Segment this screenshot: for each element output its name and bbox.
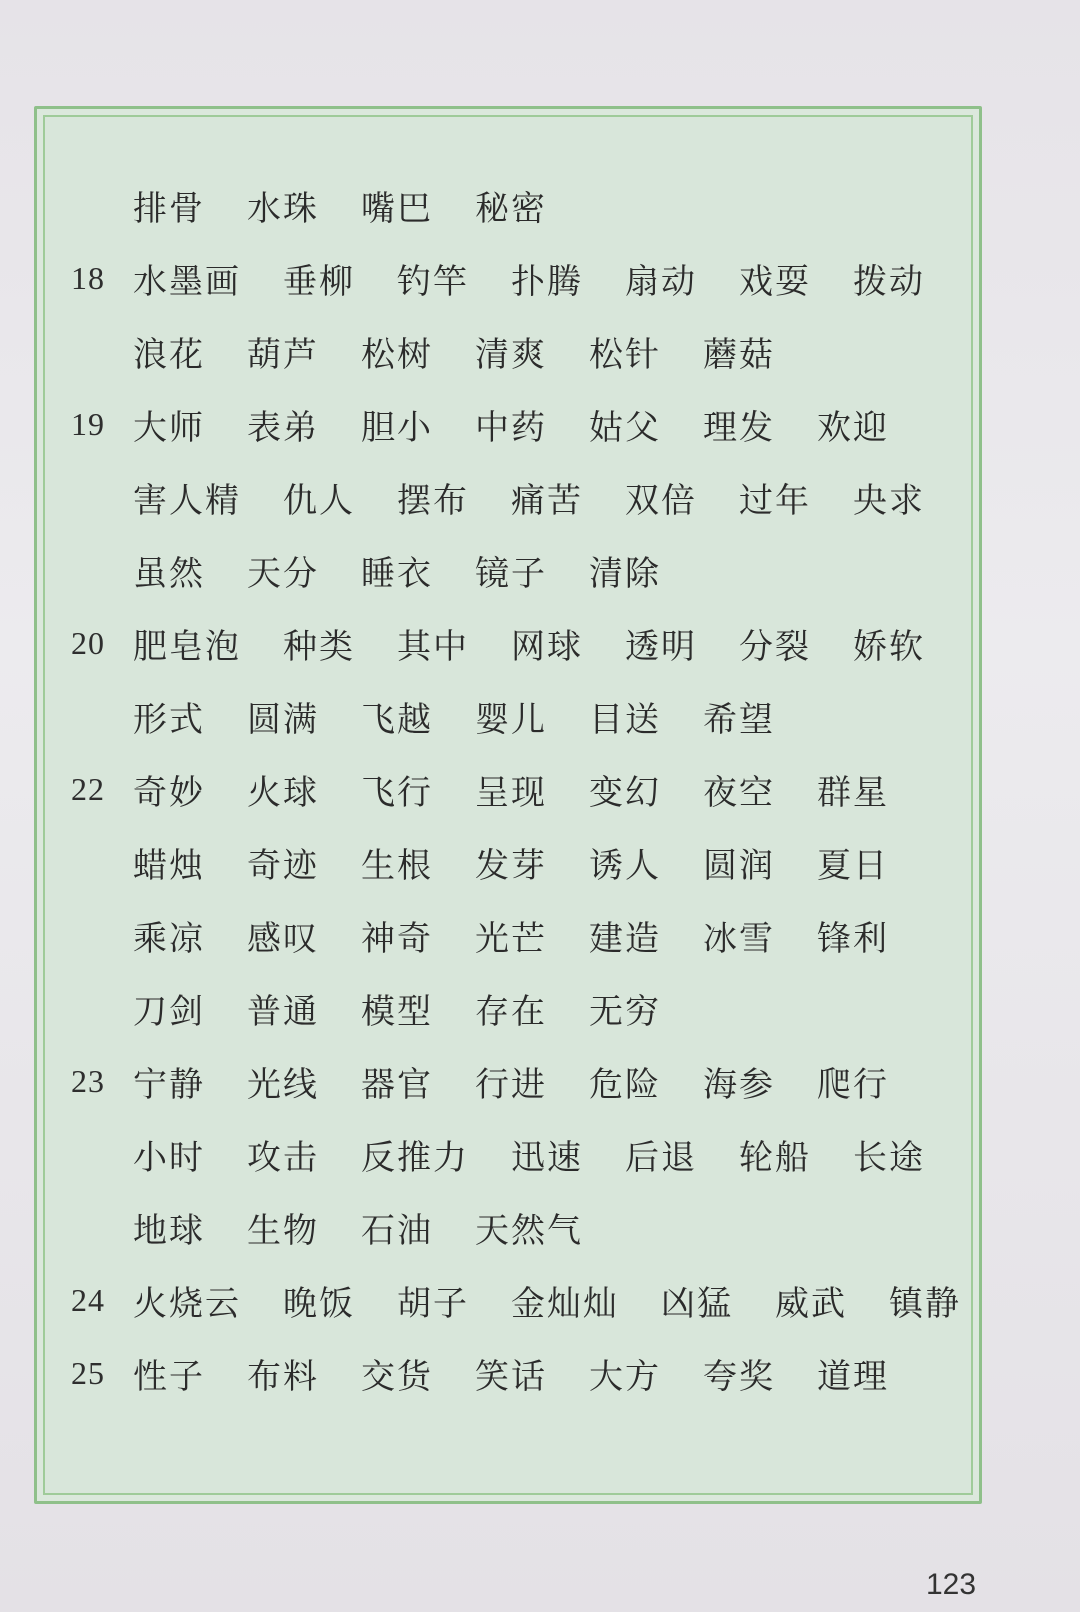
- vocabulary-word: 交货: [361, 1356, 433, 1397]
- vocabulary-word: 形式: [133, 699, 205, 740]
- vocabulary-word: 目送: [589, 699, 661, 740]
- word-list: [133, 1276, 1003, 1325]
- vocabulary-word: 器官: [361, 1064, 433, 1105]
- vocabulary-word: 水墨画: [133, 261, 241, 302]
- vocabulary-word: 睡衣: [361, 553, 433, 594]
- word-list: [133, 400, 931, 449]
- lesson-number: 25: [71, 1354, 105, 1391]
- vocabulary-word: 夜空: [703, 772, 775, 813]
- vocabulary-word: 扇动: [625, 261, 697, 302]
- word-line: [45, 832, 971, 892]
- lesson-number: 19: [71, 405, 105, 442]
- vocabulary-word: 欢迎: [817, 407, 889, 448]
- vocabulary-word: 水珠: [247, 188, 319, 229]
- vocabulary-word: 迅速: [511, 1137, 583, 1178]
- vocabulary-word: 奇妙: [133, 772, 205, 813]
- word-list: [133, 911, 931, 960]
- vocabulary-word: 群星: [817, 772, 889, 813]
- word-line: [45, 248, 971, 308]
- vocabulary-word: 胆小: [361, 407, 433, 448]
- vocabulary-word: 蘑菇: [703, 334, 775, 375]
- vocabulary-word: 锋利: [817, 918, 889, 959]
- vocabulary-word: 凶猛: [661, 1283, 733, 1324]
- vocabulary-box: [34, 106, 982, 1504]
- vocabulary-word: 天然气: [475, 1210, 583, 1251]
- word-list: [133, 1203, 625, 1252]
- vocabulary-word: 圆润: [703, 845, 775, 886]
- vocabulary-word: 无穷: [589, 991, 661, 1032]
- vocabulary-word: 害人精: [133, 480, 241, 521]
- word-list: [133, 254, 967, 303]
- vocabulary-word: 戏耍: [739, 261, 811, 302]
- word-list: [133, 327, 817, 376]
- vocabulary-word: 乘凉: [133, 918, 205, 959]
- vocabulary-word: 长途: [853, 1137, 925, 1178]
- vocabulary-word: 生根: [361, 845, 433, 886]
- vocabulary-word: 建造: [589, 918, 661, 959]
- vocabulary-word: 冰雪: [703, 918, 775, 959]
- vocabulary-word: 海参: [703, 1064, 775, 1105]
- word-line: [45, 175, 971, 235]
- vocabulary-word: 神奇: [361, 918, 433, 959]
- vocabulary-word: 轮船: [739, 1137, 811, 1178]
- vocabulary-word: 圆满: [247, 699, 319, 740]
- vocabulary-word: 反推力: [361, 1137, 469, 1178]
- vocabulary-word: 生物: [247, 1210, 319, 1251]
- vocabulary-word: 大师: [133, 407, 205, 448]
- vocabulary-word: 爬行: [817, 1064, 889, 1105]
- vocabulary-word: 天分: [247, 553, 319, 594]
- vocabulary-word: 嘴巴: [361, 188, 433, 229]
- vocabulary-word: 变幻: [589, 772, 661, 813]
- vocabulary-word: 排骨: [133, 188, 205, 229]
- vocabulary-word: 过年: [739, 480, 811, 521]
- vocabulary-word: 火球: [247, 772, 319, 813]
- vocabulary-word: 危险: [589, 1064, 661, 1105]
- vocabulary-word: 仇人: [283, 480, 355, 521]
- word-list: [133, 1130, 967, 1179]
- vocabulary-word: 扑腾: [511, 261, 583, 302]
- vocabulary-word: 姑父: [589, 407, 661, 448]
- word-list: [133, 692, 817, 741]
- vocabulary-word: 夸奖: [703, 1356, 775, 1397]
- vocabulary-word: 道理: [817, 1356, 889, 1397]
- word-list: [133, 765, 931, 814]
- vocabulary-word: 感叹: [247, 918, 319, 959]
- lesson-number: 20: [71, 624, 105, 661]
- word-line: [45, 540, 971, 600]
- vocabulary-word: 清除: [589, 553, 661, 594]
- vocabulary-word: 肥皂泡: [133, 626, 241, 667]
- word-line: [45, 613, 971, 673]
- vocabulary-word: 娇软: [853, 626, 925, 667]
- word-list: [133, 546, 703, 595]
- vocabulary-word: 浪花: [133, 334, 205, 375]
- vocabulary-word: 光芒: [475, 918, 547, 959]
- vocabulary-word: 摆布: [397, 480, 469, 521]
- vocabulary-word: 虽然: [133, 553, 205, 594]
- vocabulary-word: 呈现: [475, 772, 547, 813]
- vocabulary-word: 央求: [853, 480, 925, 521]
- vocabulary-word: 胡子: [397, 1283, 469, 1324]
- vocabulary-word: 火烧云: [133, 1283, 241, 1324]
- word-line: [45, 394, 971, 454]
- vocabulary-word: 清爽: [475, 334, 547, 375]
- vocabulary-word: 松针: [589, 334, 661, 375]
- vocabulary-word: 奇迹: [247, 845, 319, 886]
- vocabulary-word: 宁静: [133, 1064, 205, 1105]
- vocabulary-word: 理发: [703, 407, 775, 448]
- word-list: [133, 1349, 931, 1398]
- vocabulary-word: 飞越: [361, 699, 433, 740]
- page-number: 123: [926, 1568, 977, 1601]
- lesson-number: 23: [71, 1062, 105, 1099]
- word-line: [45, 1124, 971, 1184]
- vocabulary-word: 婴儿: [475, 699, 547, 740]
- vocabulary-word: 光线: [247, 1064, 319, 1105]
- word-line: [45, 467, 971, 527]
- word-list: [133, 473, 967, 522]
- word-line: [45, 905, 971, 965]
- vocabulary-word: 性子: [133, 1356, 205, 1397]
- vocabulary-word: 行进: [475, 1064, 547, 1105]
- vocabulary-word: 攻击: [247, 1137, 319, 1178]
- vocabulary-word: 布料: [247, 1356, 319, 1397]
- vocabulary-word: 痛苦: [511, 480, 583, 521]
- vocabulary-box-inner: [43, 115, 973, 1495]
- vocabulary-word: 其中: [397, 626, 469, 667]
- vocabulary-word: 诱人: [589, 845, 661, 886]
- vocabulary-word: 威武: [775, 1283, 847, 1324]
- vocabulary-word: 钓竿: [397, 261, 469, 302]
- vocabulary-word: 双倍: [625, 480, 697, 521]
- vocabulary-word: 地球: [133, 1210, 205, 1251]
- vocabulary-word: 垂柳: [283, 261, 355, 302]
- vocabulary-word: 葫芦: [247, 334, 319, 375]
- lesson-number: 24: [71, 1281, 105, 1318]
- word-list: [133, 181, 589, 230]
- word-line: [45, 1343, 971, 1403]
- vocabulary-word: 希望: [703, 699, 775, 740]
- word-line: [45, 686, 971, 746]
- word-line: [45, 1197, 971, 1257]
- vocabulary-word: 金灿灿: [511, 1283, 619, 1324]
- word-line: [45, 759, 971, 819]
- vocabulary-word: 飞行: [361, 772, 433, 813]
- word-list: [133, 984, 703, 1033]
- vocabulary-word: 石油: [361, 1210, 433, 1251]
- vocabulary-word: 大方: [589, 1356, 661, 1397]
- vocabulary-word: 小时: [133, 1137, 205, 1178]
- vocabulary-word: 拨动: [853, 261, 925, 302]
- word-list: [133, 619, 967, 668]
- word-line: [45, 1051, 971, 1111]
- vocabulary-word: 网球: [511, 626, 583, 667]
- vocabulary-word: 模型: [361, 991, 433, 1032]
- vocabulary-word: 种类: [283, 626, 355, 667]
- vocabulary-word: 分裂: [739, 626, 811, 667]
- vocabulary-word: 后退: [625, 1137, 697, 1178]
- vocabulary-word: 表弟: [247, 407, 319, 448]
- vocabulary-word: 刀剑: [133, 991, 205, 1032]
- vocabulary-word: 秘密: [475, 188, 547, 229]
- word-list: [133, 1057, 931, 1106]
- word-list: [133, 838, 931, 887]
- vocabulary-word: 发芽: [475, 845, 547, 886]
- lesson-number: 18: [71, 259, 105, 296]
- vocabulary-word: 夏日: [817, 845, 889, 886]
- vocabulary-word: 存在: [475, 991, 547, 1032]
- vocabulary-word: 松树: [361, 334, 433, 375]
- vocabulary-word: 笑话: [475, 1356, 547, 1397]
- word-line: [45, 1270, 971, 1330]
- vocabulary-word: 镜子: [475, 553, 547, 594]
- vocabulary-word: 镇静: [889, 1283, 961, 1324]
- vocabulary-word: 普通: [247, 991, 319, 1032]
- vocabulary-word: 蜡烛: [133, 845, 205, 886]
- vocabulary-word: 晚饭: [283, 1283, 355, 1324]
- vocabulary-word: 中药: [475, 407, 547, 448]
- word-line: [45, 321, 971, 381]
- lesson-number: 22: [71, 770, 105, 807]
- vocabulary-word: 透明: [625, 626, 697, 667]
- word-line: [45, 978, 971, 1038]
